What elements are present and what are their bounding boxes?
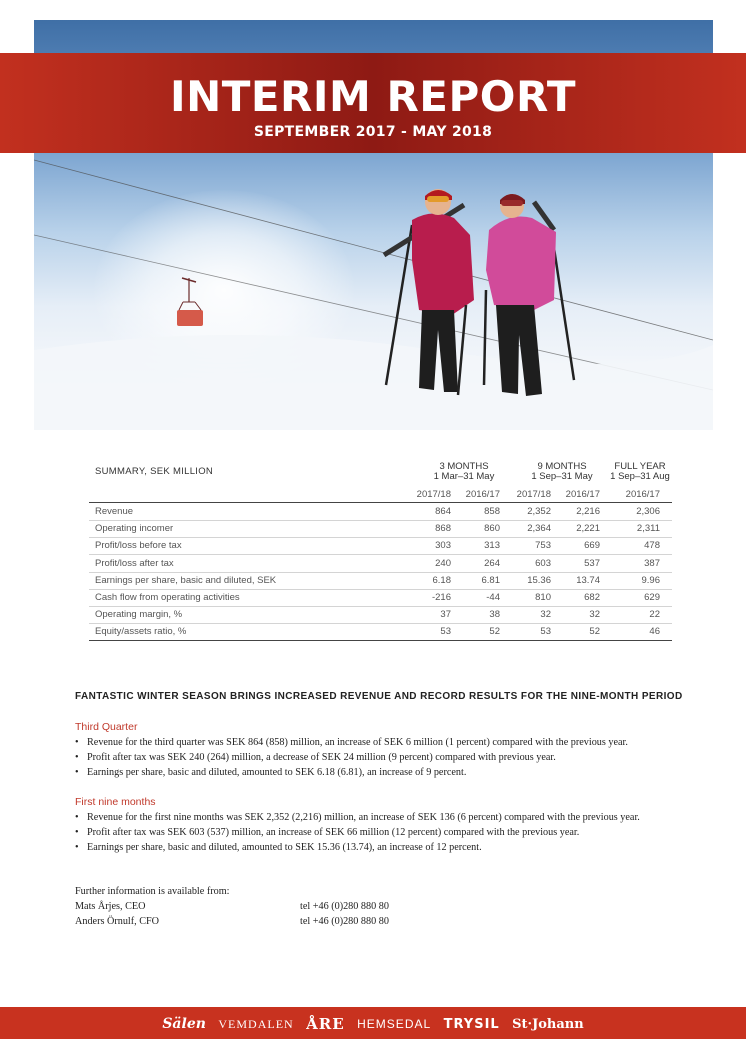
table-cell: -44 <box>486 592 500 603</box>
bullet-icon: • <box>75 812 79 823</box>
column-group-range: 1 Sep–31 Aug <box>610 471 670 482</box>
bullet-text: Revenue for the third quarter was SEK 864 (858) million, an increase of SEK 6 million (1 percent) compared with the previous year. <box>87 737 628 748</box>
table-cell: 810 <box>535 592 551 603</box>
header-rule <box>89 502 672 503</box>
bullet-icon: • <box>75 767 79 778</box>
period-header: 2017/18 <box>516 489 551 500</box>
bullet-text: Revenue for the first nine months was SEK 2,352 (2,216) million, an increase of SEK 136 (6 percent) compared with the previous year. <box>87 812 640 823</box>
table-cell: 2,311 <box>636 523 660 534</box>
table-cell: 860 <box>484 523 500 534</box>
table-cell: 537 <box>584 558 600 569</box>
row-label: Equity/assets ratio, % <box>95 626 187 637</box>
table-cell: 603 <box>535 558 551 569</box>
brand-logo-salen: Sälen <box>162 1016 206 1032</box>
table-cell: 13.74 <box>576 575 600 586</box>
bullet-icon: • <box>75 737 79 748</box>
table-cell: 53 <box>540 626 551 637</box>
contact-phone: tel +46 (0)280 880 80 <box>300 901 389 912</box>
page-title: INTERIM REPORT <box>169 72 577 121</box>
table-cell: 2,221 <box>576 523 600 534</box>
table-cell: 264 <box>484 558 500 569</box>
row-divider <box>89 606 672 607</box>
table-cell: 53 <box>440 626 451 637</box>
brand-logo-hemsedal: HEMSEDAL <box>357 1017 432 1031</box>
summary-table-title: SUMMARY, SEK MILLION <box>95 466 214 477</box>
brand-logos <box>0 1015 746 1033</box>
table-cell: 868 <box>435 523 451 534</box>
table-cell: 15.36 <box>527 575 551 586</box>
table-cell: 387 <box>644 558 660 569</box>
table-cell: 858 <box>484 506 500 517</box>
row-divider <box>89 554 672 555</box>
table-cell: 9.96 <box>641 575 660 586</box>
table-cell: 38 <box>489 609 500 620</box>
column-group-3-months <box>419 462 509 482</box>
brand-logo-trysil: TRYSIL <box>443 1016 500 1032</box>
table-cell: 2,364 <box>527 523 551 534</box>
contact-name: Anders Örnulf, CFO <box>75 916 160 927</box>
contact-phone: tel +46 (0)280 880 80 <box>300 916 389 927</box>
bullet-text: Profit after tax was SEK 603 (537) million, an increase of SEK 66 million (12 percent) compared with the previous year. <box>87 827 580 838</box>
table-cell: 32 <box>589 609 600 620</box>
brand-logo-stjohann: St·Johann <box>512 1016 584 1032</box>
table-cell: 2,306 <box>636 506 660 517</box>
row-label: Profit/loss before tax <box>95 540 182 551</box>
row-label: Operating incomer <box>95 523 174 534</box>
table-cell: 2,216 <box>576 506 600 517</box>
table-cell: 864 <box>435 506 451 517</box>
contact-intro: Further information is available from: <box>75 886 230 897</box>
bullet-item <box>75 812 640 823</box>
report-headline: FANTASTIC WINTER SEASON BRINGS INCREASED REVENUE AND RECORD RESULTS FOR THE NINE-MONTH PERIOD <box>75 691 683 702</box>
column-group-range: 1 Sep–31 May <box>531 471 593 482</box>
table-cell: 313 <box>484 540 500 551</box>
period-header: 2016/17 <box>565 489 600 500</box>
row-label: Profit/loss after tax <box>95 558 174 569</box>
row-label: Revenue <box>95 506 134 517</box>
period-header: 2017/18 <box>416 489 451 500</box>
table-cell: 6.18 <box>432 575 451 586</box>
bullet-icon: • <box>75 752 79 763</box>
brand-logo-are: ÅRE <box>306 1015 345 1033</box>
table-cell: 240 <box>435 558 451 569</box>
table-cell: 629 <box>644 592 660 603</box>
table-cell: 682 <box>584 592 600 603</box>
brand-logo-vemdalen: VEMDALEN <box>218 1016 294 1031</box>
bullet-text: Earnings per share, basic and diluted, amounted to SEK 15.36 (13.74), an increase of 12 percent. <box>87 842 482 853</box>
row-label: Earnings per share, basic and diluted, SEK <box>95 575 277 586</box>
period-header: 2016/17 <box>625 489 660 500</box>
table-cell: 478 <box>644 540 660 551</box>
bullet-item <box>75 752 556 763</box>
column-group-label: FULL YEAR <box>614 461 666 472</box>
section-heading-third-quarter: Third Quarter <box>75 721 138 733</box>
table-cell: 753 <box>535 540 551 551</box>
bullet-icon: • <box>75 842 79 853</box>
table-cell: 22 <box>649 609 660 620</box>
row-divider <box>89 537 672 538</box>
column-group-9-months <box>517 462 607 482</box>
table-cell: 32 <box>540 609 551 620</box>
period-header: 2016/17 <box>465 489 500 500</box>
bullet-item <box>75 737 628 748</box>
bullet-item <box>75 767 466 778</box>
bullet-text: Profit after tax was SEK 240 (264) million, a decrease of SEK 24 million (9 percent) compared with previous year. <box>87 752 556 763</box>
table-cell: 52 <box>489 626 500 637</box>
period-header-row <box>89 489 672 506</box>
bullet-text: Earnings per share, basic and diluted, amounted to SEK 6.18 (6.81), an increase of 9 percent. <box>87 767 467 778</box>
bullet-item <box>75 842 482 853</box>
column-group-range: 1 Mar–31 May <box>433 471 495 482</box>
table-cell: 6.81 <box>481 575 500 586</box>
section-heading-first-nine-months: First nine months <box>75 796 156 808</box>
table-cell: 2,352 <box>527 506 551 517</box>
column-group-full-year <box>605 462 675 482</box>
page-subtitle: SEPTEMBER 2017 - MAY 2018 <box>253 124 493 140</box>
table-cell: -216 <box>431 592 451 603</box>
bullet-icon: • <box>75 827 79 838</box>
table-cell: 46 <box>649 626 660 637</box>
table-cell: 303 <box>435 540 451 551</box>
row-divider <box>89 572 672 573</box>
row-divider <box>89 520 672 521</box>
gondola-icon <box>177 278 203 326</box>
row-label: Cash flow from operating activities <box>95 592 240 603</box>
table-cell: 52 <box>589 626 600 637</box>
row-divider <box>89 589 672 590</box>
table-cell: 669 <box>584 540 600 551</box>
contact-name: Mats Årjes, CEO <box>75 901 146 912</box>
row-label: Operating margin, % <box>95 609 183 620</box>
bullet-item <box>75 827 579 838</box>
row-divider <box>89 623 672 624</box>
table-cell: 37 <box>440 609 451 620</box>
table-bottom-rule <box>89 640 672 641</box>
column-group-label: 9 MONTHS <box>537 461 587 472</box>
column-group-label: 3 MONTHS <box>439 461 489 472</box>
